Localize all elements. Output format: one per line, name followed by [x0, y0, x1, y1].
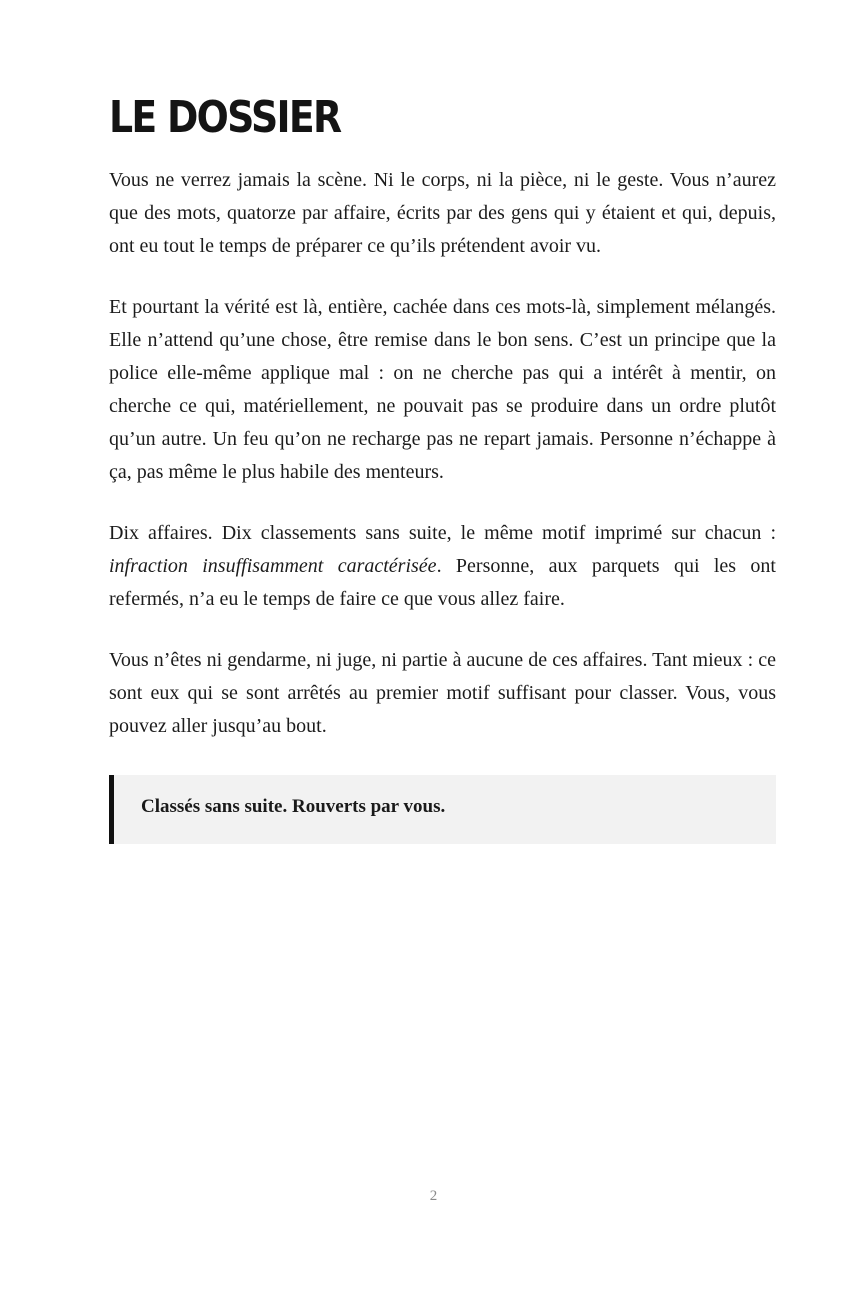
paragraph-3-text-before: Dix affaires. Dix classements sans suite, le même motif imprimé sur chacun : [109, 522, 776, 544]
callout-text: Classés sans suite. Rouverts par vous. [141, 796, 446, 817]
page-content [109, 86, 776, 844]
paragraph-1: Vous ne verrez jamais la scène. Ni le corps, ni la pièce, ni le geste. Vous n’aurez que des mots, quatorze par affaire, écrits par des gens qui y étaient et qui, depuis, ont eu tout le temps de préparer ce qu’ils prétendent avoir vu. [109, 169, 776, 257]
paragraph-3-emphasis: infraction insuffisamment caractérisée [109, 555, 437, 577]
paragraph-2: Et pourtant la vérité est là, entière, cachée dans ces mots-là, simplement mélangés. Elle n’attend qu’une chose, être remise dans le bon sens. C’est un principe que la police elle-même applique mal : on ne cherche pas qui a intérêt à mentir, on cherche ce qui, matériellement, ne pouvait pas se produire dans un ordre plutôt qu’un autre. Un feu qu’on ne recharge pas ne repart jamais. Personne n’échappe à ça, pas même le plus habile des menteurs. [109, 296, 776, 483]
paragraph-3-text-after: . Personne, aux parquets qui les ont refermés, n’a eu le temps de faire ce que vous allez faire. [109, 555, 776, 610]
section-title: LE DOSSIER [109, 92, 341, 143]
callout-box [109, 775, 776, 844]
paragraph-3 [109, 517, 776, 616]
paragraph-4: Vous n’êtes ni gendarme, ni juge, ni partie à aucune de ces affaires. Tant mieux : ce sont eux qui se sont arrêtés au premier motif suffisant pour classer. Vous, vous pouvez aller jusqu’au bout. [109, 649, 776, 737]
page-number: 2 [429, 1188, 438, 1204]
